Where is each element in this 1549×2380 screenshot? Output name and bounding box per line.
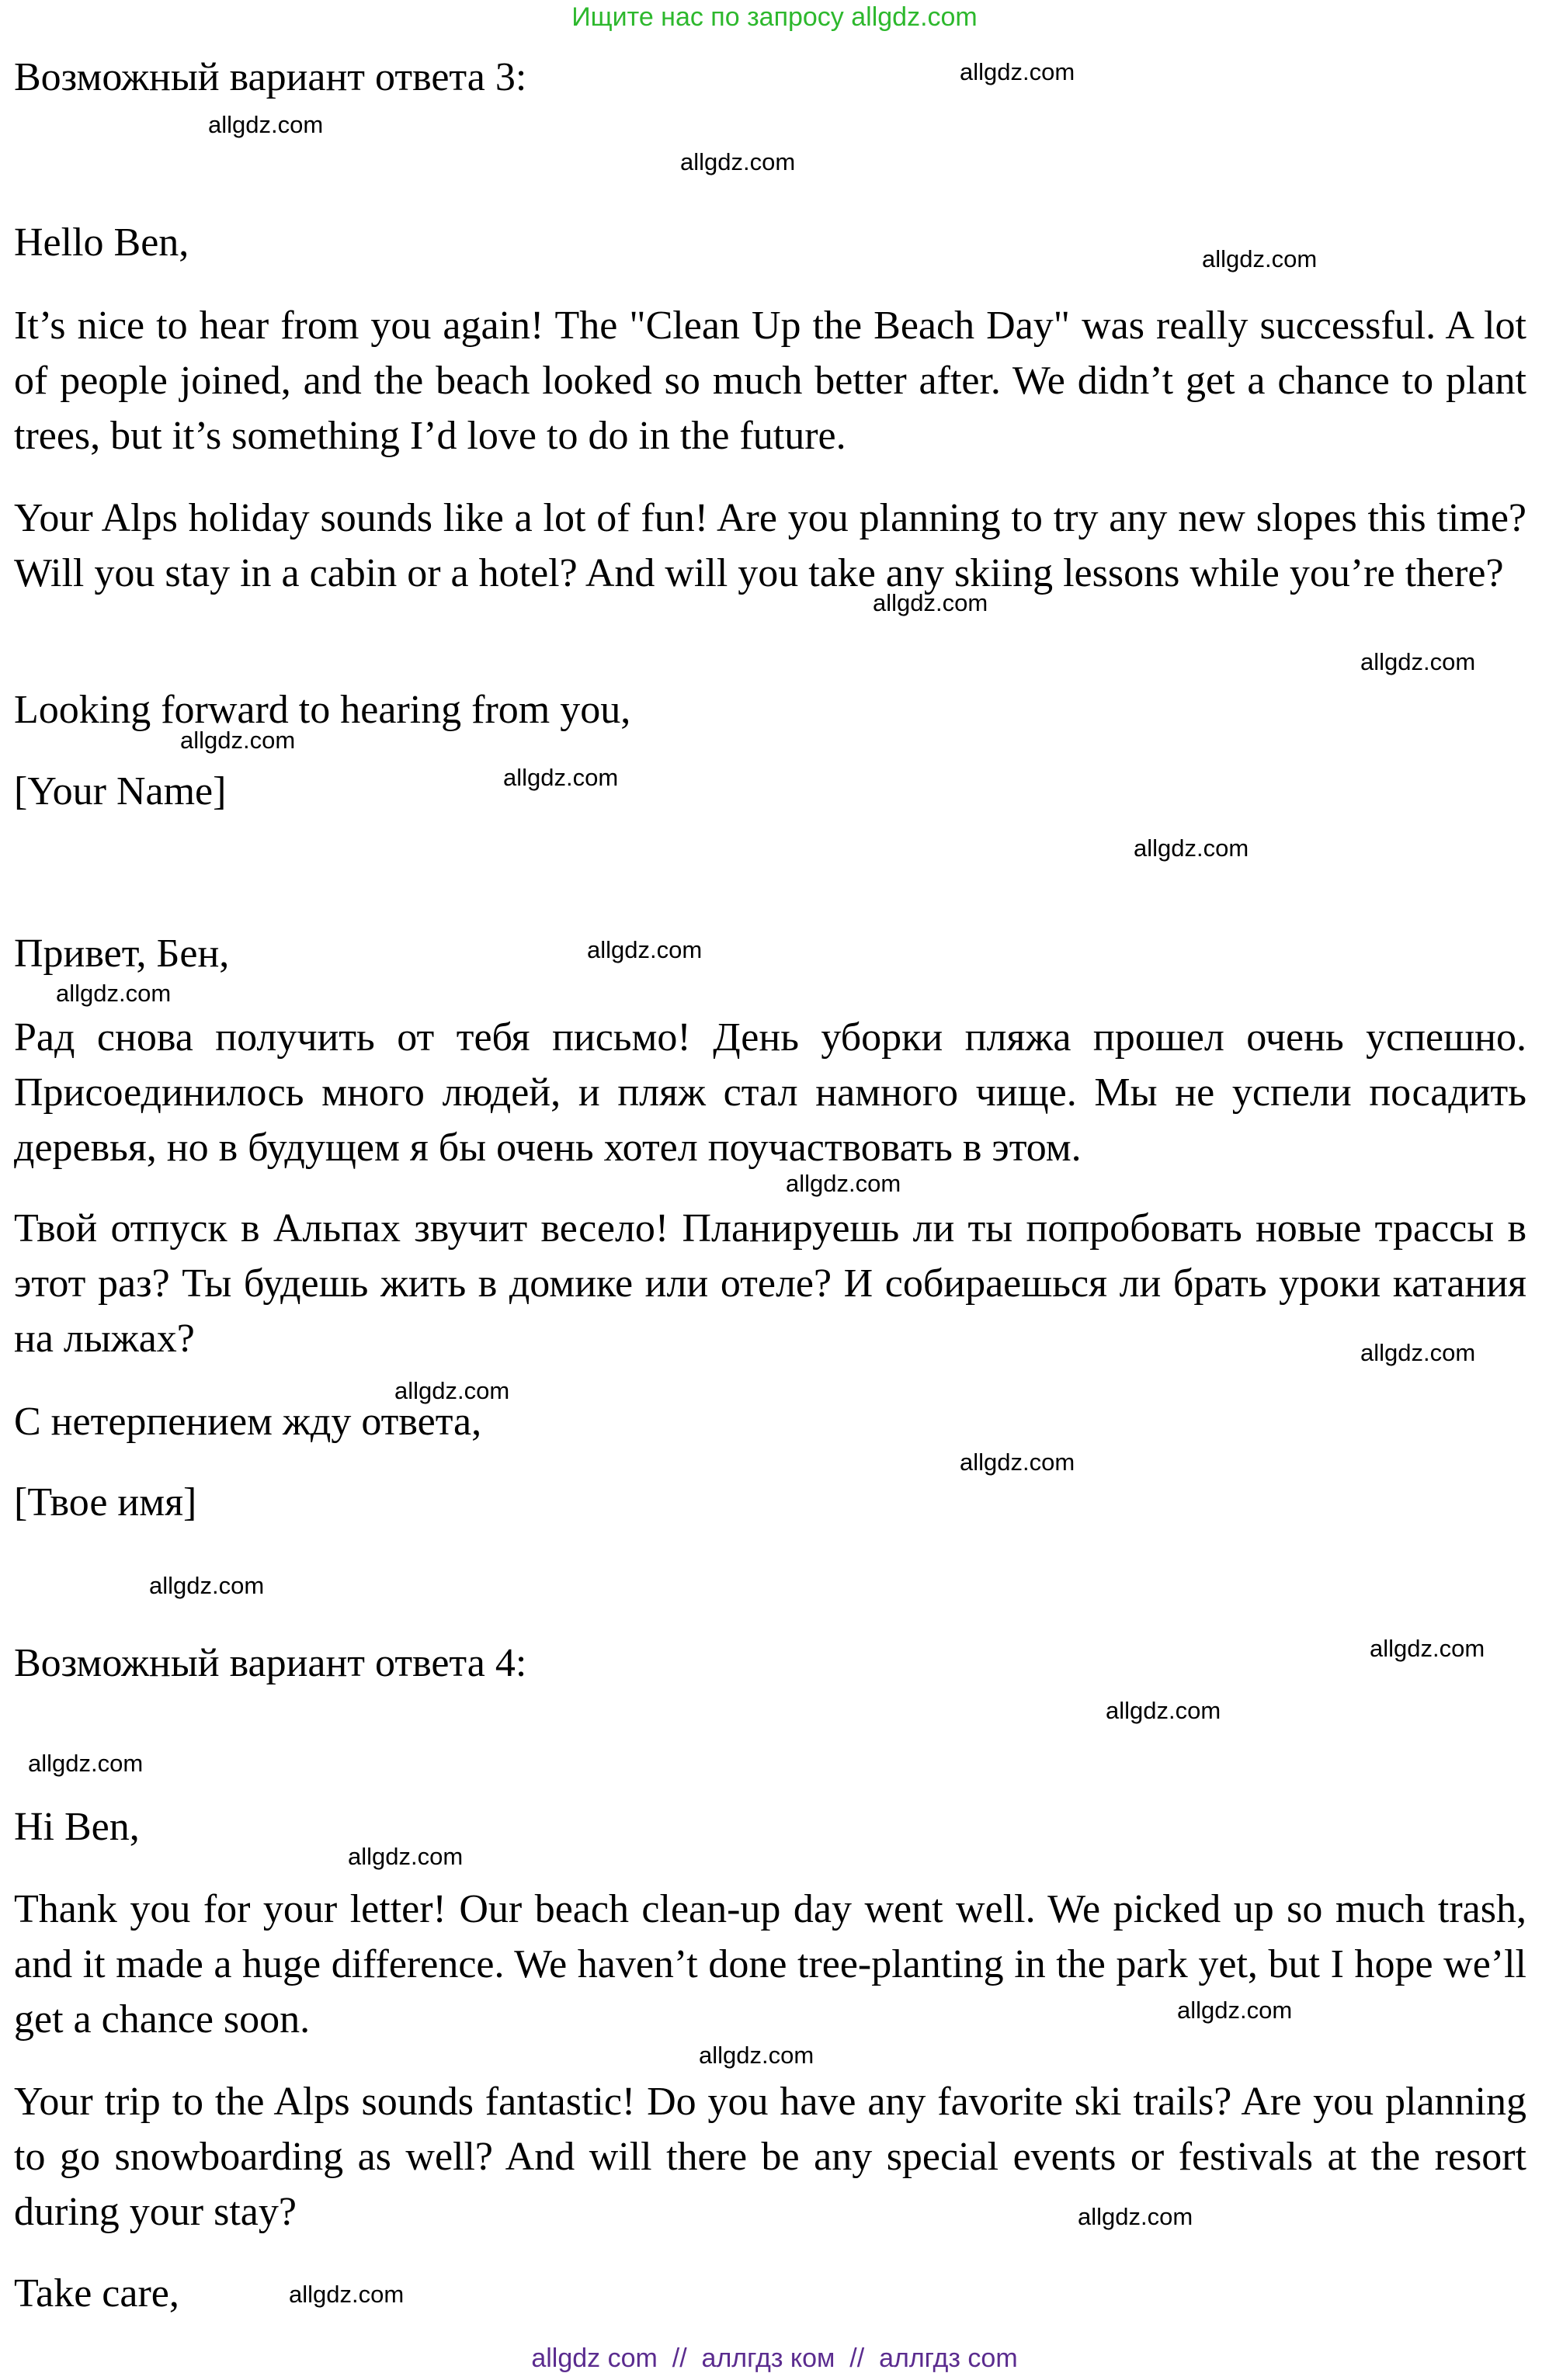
answer-4-en-paragraph-2: Your trip to the Alps sounds fantastic! Do you have any favorite ski trails? Are you planning to go snowboarding as well? And will there be any special events or festivals at the resort during your stay?: [14, 2080, 1526, 2234]
answer-4-en-paragraph-1: Thank you for your letter! Our beach clean-up day went well. We picked up so much trash, and it made a huge difference. We haven’t done tree-planting in the park yet, but I hope we’ll get a chance soon.: [14, 1887, 1526, 2042]
watermark: allgdz.com: [873, 589, 988, 616]
watermark: allgdz.com: [1134, 834, 1249, 862]
watermark: allgdz.com: [786, 1170, 901, 1197]
watermark: allgdz.com: [1360, 1339, 1476, 1366]
watermark: allgdz.com: [1202, 245, 1318, 272]
watermark: allgdz.com: [394, 1377, 510, 1404]
watermark: allgdz.com: [960, 1448, 1075, 1476]
footer-banner: allgdz com // аллгдз ком // аллгдз com: [531, 2344, 1018, 2373]
watermark: allgdz.com: [149, 1572, 265, 1599]
answer-3-ru-signature: [Твое имя]: [14, 1480, 197, 1525]
watermark: allgdz.com: [699, 2042, 814, 2069]
watermark: allgdz.com: [1106, 1697, 1221, 1724]
answer-4-en-greeting: Hi Ben,: [14, 1805, 140, 1849]
answer-3-ru-paragraph-2: Твой отпуск в Альпах звучит весело! Планируешь ли ты попробовать новые трассы в этот раз? Ты будешь жить в домике или отеле? И собираешься ли брать уроки катания на лыжах?: [14, 1206, 1526, 1361]
answer-3-ru-greeting: Привет, Бен,: [14, 932, 230, 976]
answer-3-en-paragraph-2: Your Alps holiday sounds like a lot of fun! Are you planning to try any new slopes this time? Will you stay in a cabin or a hotel? And will you take any skiing lessons while you’re there?: [14, 496, 1526, 595]
watermark: allgdz.com: [208, 111, 324, 138]
answer-3-en-greeting: Hello Ben,: [14, 220, 189, 265]
watermark: allgdz.com: [960, 58, 1075, 85]
watermark: allgdz.com: [1370, 1635, 1485, 1662]
answer-3-en-signature: [Your Name]: [14, 769, 227, 814]
top-banner: Ищите нас по запросу allgdz.com: [571, 2, 978, 32]
watermark: allgdz.com: [28, 1750, 144, 1777]
watermark: allgdz.com: [180, 727, 296, 754]
watermark: allgdz.com: [503, 764, 619, 791]
watermark: allgdz.com: [1177, 1997, 1293, 2024]
watermark: allgdz.com: [1360, 648, 1476, 675]
answer-3-heading: Возможный вариант ответа 3:: [14, 55, 527, 99]
watermark: allgdz.com: [1078, 2203, 1193, 2230]
answer-3-en-paragraph-1: It’s nice to hear from you again! The "Clean Up the Beach Day" was really successful. A lot of people joined, and the beach looked so much better after. We didn’t get a chance to plant trees, but it’s something I’d love to do in the future.: [14, 304, 1526, 458]
answer-3-ru-closing: С нетерпением жду ответа,: [14, 1400, 482, 1444]
answer-4-heading: Возможный вариант ответа 4:: [14, 1641, 527, 1685]
watermark: allgdz.com: [680, 148, 796, 175]
watermark: allgdz.com: [56, 980, 172, 1007]
answer-3-en-closing: Looking forward to hearing from you,: [14, 688, 631, 732]
answer-4-en-closing: Take care,: [14, 2271, 179, 2316]
watermark: allgdz.com: [348, 1843, 464, 1870]
watermark: allgdz.com: [587, 936, 703, 963]
answer-3-ru-paragraph-1: Рад снова получить от тебя письмо! День уборки пляжа прошел очень успешно. Присоединилось много людей, и пляж стал намного чище. Мы не успели посадить деревья, но в будущем я бы очень хотел поучаствовать в этом.: [14, 1015, 1526, 1170]
watermark: allgdz.com: [289, 2281, 405, 2308]
